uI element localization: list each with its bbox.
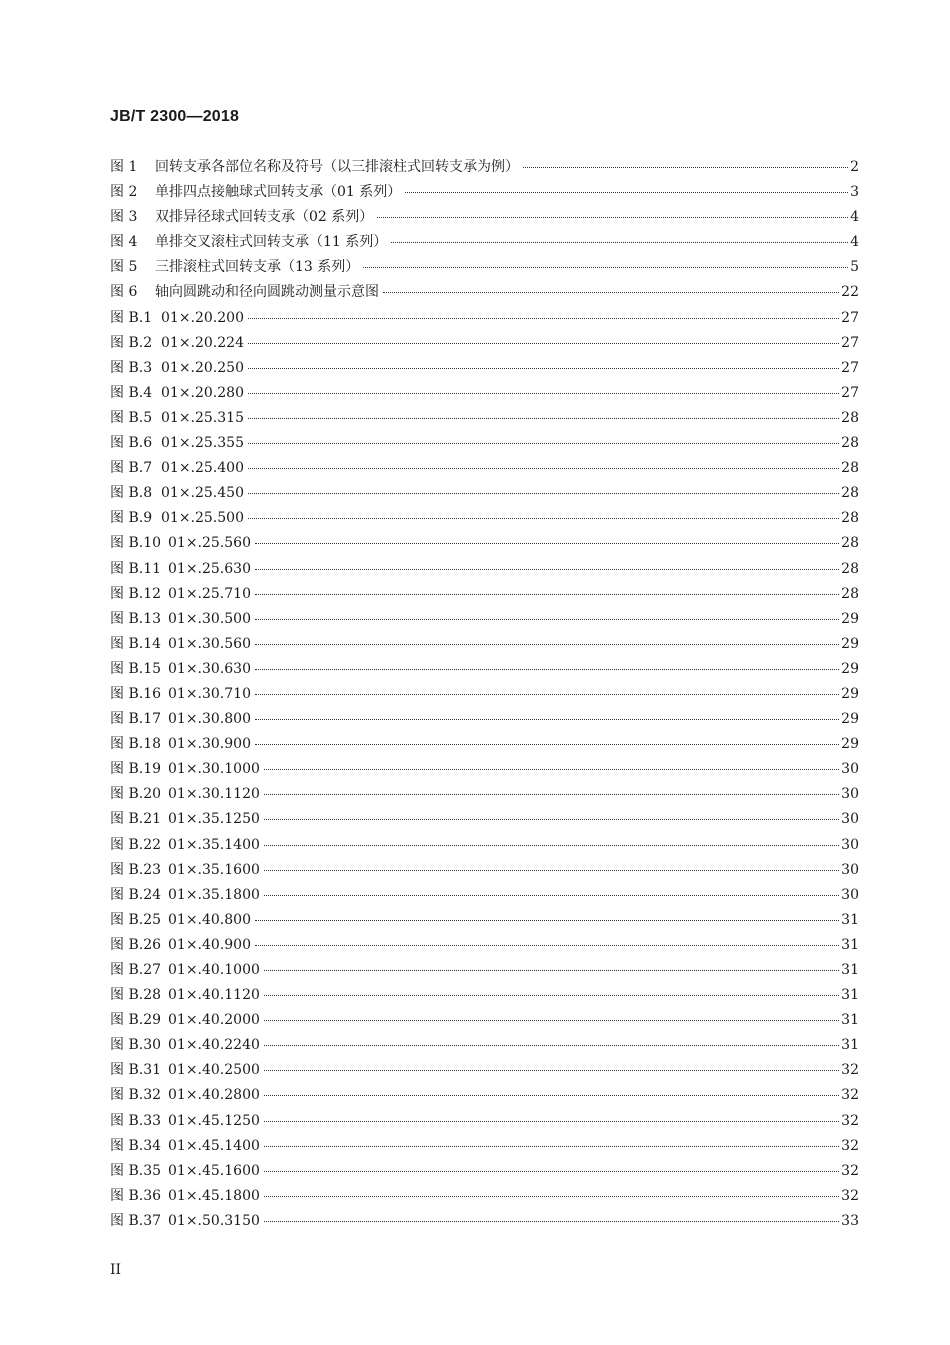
toc-entry-title: 01×.40.900 <box>168 936 251 953</box>
toc-entry-number: 图 B.27 <box>110 962 162 978</box>
toc-entry[interactable] <box>110 230 859 255</box>
toc-entry-number: 图 B.12 <box>110 585 162 602</box>
toc-entry-number: 图 B.23 <box>110 861 162 878</box>
dot-leader <box>248 443 839 444</box>
toc-entry-page: 28 <box>841 560 859 577</box>
toc-entry-page: 28 <box>841 535 859 552</box>
dot-leader <box>377 217 848 218</box>
toc-entry-number: 图 B.35 <box>110 1162 162 1179</box>
toc-entry[interactable] <box>110 732 859 757</box>
toc-entry-page: 28 <box>841 510 859 527</box>
toc-entry-title: 01×.30.800 <box>168 711 251 728</box>
toc-entry-number: 图 B.37 <box>110 1212 162 1229</box>
dot-leader <box>255 945 839 946</box>
toc-entry-title: 01×.30.900 <box>168 736 251 753</box>
toc-entry-number: 图 B.1 <box>110 309 153 326</box>
toc-entry-number: 图 B.13 <box>110 610 162 627</box>
dot-leader <box>383 292 839 293</box>
toc-entry-page: 5 <box>850 259 859 276</box>
toc-entry-number: 图 B.2 <box>110 334 153 351</box>
toc-entry[interactable] <box>110 406 859 431</box>
toc-entry[interactable] <box>110 983 859 1008</box>
toc-entry-number: 图 B.22 <box>110 836 162 853</box>
toc-entry-number: 图 B.18 <box>110 736 162 753</box>
dot-leader <box>264 1045 839 1046</box>
toc-entry-number: 图 B.8 <box>110 485 153 502</box>
toc-entry-number: 图 B.11 <box>110 560 162 577</box>
toc-entry[interactable] <box>110 1083 859 1108</box>
dot-leader <box>248 393 839 394</box>
toc-entry-title: 01×.40.2000 <box>168 1012 260 1029</box>
toc-entry-number: 图 B.30 <box>110 1037 162 1054</box>
toc-entry-title: 01×.30.1120 <box>168 786 260 803</box>
toc-entry-title: 01×.30.710 <box>168 685 251 702</box>
toc-entry[interactable] <box>110 682 859 707</box>
toc-entry-number: 图 5 <box>110 259 138 276</box>
toc-entry-title: 01×.25.355 <box>161 435 244 452</box>
toc-entry-number: 图 B.29 <box>110 1012 162 1029</box>
toc-entry-page: 31 <box>841 987 859 1004</box>
toc-entry[interactable] <box>110 381 859 406</box>
dot-leader <box>248 468 839 469</box>
figure-list <box>110 155 859 1234</box>
toc-entry-title: 01×.25.450 <box>161 485 244 502</box>
dot-leader <box>248 518 839 519</box>
dot-leader <box>391 242 848 243</box>
toc-entry[interactable] <box>110 481 859 506</box>
toc-entry-title: 01×.35.1400 <box>168 836 260 853</box>
toc-entry[interactable] <box>110 506 859 531</box>
toc-entry[interactable] <box>110 1058 859 1083</box>
toc-entry[interactable] <box>110 1184 859 1209</box>
toc-entry[interactable] <box>110 1134 859 1159</box>
toc-entry-title: 01×.40.1000 <box>168 962 260 978</box>
toc-entry[interactable] <box>110 933 859 958</box>
toc-entry-number: 图 B.15 <box>110 660 162 677</box>
toc-entry-page: 27 <box>841 334 859 351</box>
toc-entry[interactable] <box>110 657 859 682</box>
toc-entry[interactable] <box>110 582 859 607</box>
toc-entry-number: 图 B.26 <box>110 936 162 953</box>
toc-entry[interactable] <box>110 331 859 356</box>
dot-leader <box>264 1221 839 1222</box>
dot-leader <box>264 819 839 820</box>
toc-entry-page: 31 <box>841 1012 859 1029</box>
toc-entry[interactable] <box>110 557 859 582</box>
toc-entry[interactable] <box>110 632 859 657</box>
toc-entry-title: 01×.25.710 <box>168 585 251 602</box>
toc-entry[interactable] <box>110 883 859 908</box>
toc-entry-page: 29 <box>841 736 859 753</box>
toc-entry-title: 01×.30.1000 <box>168 761 260 778</box>
toc-entry-page: 29 <box>841 610 859 627</box>
toc-entry-page: 31 <box>841 936 859 953</box>
toc-entry-page: 28 <box>841 435 859 452</box>
toc-entry[interactable] <box>110 531 859 556</box>
dot-leader <box>248 368 839 369</box>
toc-entry-page: 30 <box>841 811 859 828</box>
toc-entry-page: 31 <box>841 962 859 978</box>
toc-entry-title: 回转支承各部位名称及符号（以三排滚柱式回转支承为例） <box>155 159 519 175</box>
toc-entry-number: 图 B.17 <box>110 711 162 728</box>
dot-leader <box>255 619 839 620</box>
toc-entry-number: 图 B.7 <box>110 460 153 477</box>
toc-entry-page: 28 <box>841 485 859 502</box>
toc-entry-title: 轴向圆跳动和径向圆跳动测量示意图 <box>155 284 379 301</box>
toc-entry-title: 01×.35.1250 <box>168 811 260 828</box>
dot-leader <box>255 694 839 695</box>
dot-leader <box>264 970 839 971</box>
toc-entry-page: 32 <box>841 1087 859 1104</box>
toc-entry-page: 27 <box>841 309 859 326</box>
dot-leader <box>255 569 839 570</box>
toc-entry[interactable] <box>110 431 859 456</box>
document-number: JB/T 2300—2018 <box>110 108 240 125</box>
toc-entry-page: 30 <box>841 786 859 803</box>
toc-entry-page: 33 <box>841 1212 859 1229</box>
dot-leader <box>248 418 839 419</box>
toc-entry[interactable] <box>110 1008 859 1033</box>
toc-entry[interactable] <box>110 1033 859 1058</box>
toc-entry[interactable] <box>110 782 859 807</box>
toc-entry[interactable] <box>110 255 859 280</box>
toc-entry-title: 01×.35.1600 <box>168 861 260 878</box>
toc-entry-page: 30 <box>841 886 859 903</box>
toc-entry-title: 01×.25.560 <box>168 535 251 552</box>
toc-entry-title: 01×.25.315 <box>161 409 244 426</box>
toc-entry[interactable] <box>110 958 859 983</box>
toc-entry-title: 单排交叉滚柱式回转支承（11 系列） <box>155 234 388 251</box>
toc-entry[interactable] <box>110 456 859 481</box>
dot-leader <box>264 895 839 896</box>
toc-entry-page: 28 <box>841 460 859 477</box>
dot-leader <box>255 594 839 595</box>
dot-leader <box>264 995 839 996</box>
dot-leader <box>523 167 848 168</box>
dot-leader <box>248 343 839 344</box>
toc-entry-number: 图 B.9 <box>110 510 153 527</box>
toc-entry-number: 图 2 <box>110 184 138 201</box>
toc-entry-page: 32 <box>841 1187 859 1204</box>
toc-entry-title: 01×.25.630 <box>168 560 251 577</box>
toc-entry-page: 27 <box>841 359 859 376</box>
toc-entry-title: 01×.25.500 <box>161 510 244 527</box>
toc-entry-page: 30 <box>841 761 859 778</box>
dot-leader <box>264 1020 839 1021</box>
toc-entry-number: 图 B.31 <box>110 1062 162 1079</box>
toc-entry-title: 01×.25.400 <box>161 460 244 477</box>
toc-entry[interactable] <box>110 306 859 331</box>
toc-entry[interactable] <box>110 707 859 732</box>
toc-entry[interactable] <box>110 1209 859 1234</box>
toc-entry-page: 29 <box>841 711 859 728</box>
toc-entry-title: 双排异径球式回转支承（02 系列） <box>155 209 374 226</box>
toc-entry-title: 01×.30.630 <box>168 660 251 677</box>
toc-entry[interactable] <box>110 155 859 180</box>
toc-entry-page: 28 <box>841 409 859 426</box>
toc-entry-title: 01×.40.2500 <box>168 1062 260 1079</box>
toc-entry-page: 29 <box>841 635 859 652</box>
dot-leader <box>264 1171 839 1172</box>
toc-entry[interactable] <box>110 1159 859 1184</box>
toc-entry-page: 29 <box>841 660 859 677</box>
toc-entry-title: 01×.50.3150 <box>168 1212 260 1229</box>
toc-entry-number: 图 4 <box>110 234 138 251</box>
toc-entry-number: 图 3 <box>110 209 138 226</box>
toc-entry[interactable] <box>110 280 859 305</box>
toc-entry-page: 32 <box>841 1162 859 1179</box>
dot-leader <box>255 669 839 670</box>
toc-entry-number: 图 B.10 <box>110 535 162 552</box>
toc-entry-title: 01×.45.1800 <box>168 1187 260 1204</box>
toc-entry-page: 27 <box>841 384 859 401</box>
dot-leader <box>255 920 839 921</box>
toc-entry-page: 31 <box>841 911 859 928</box>
dot-leader <box>264 769 839 770</box>
toc-entry-number: 图 B.25 <box>110 911 162 928</box>
dot-leader <box>264 1146 839 1147</box>
toc-entry-page: 32 <box>841 1062 859 1079</box>
toc-entry-page: 22 <box>841 284 859 301</box>
toc-entry-title: 01×.40.1120 <box>168 987 260 1004</box>
toc-entry-number: 图 B.36 <box>110 1187 162 1204</box>
toc-entry-number: 图 B.21 <box>110 811 162 828</box>
dot-leader <box>255 719 839 720</box>
toc-entry-number: 图 B.32 <box>110 1087 162 1104</box>
toc-entry[interactable] <box>110 356 859 381</box>
toc-entry-page: 4 <box>850 209 859 226</box>
dot-leader <box>248 493 839 494</box>
toc-entry-page: 32 <box>841 1112 859 1129</box>
toc-entry-title: 01×.40.800 <box>168 911 251 928</box>
toc-entry-number: 图 B.28 <box>110 987 162 1004</box>
toc-entry-number: 图 B.6 <box>110 435 153 452</box>
toc-entry-title: 单排四点接触球式回转支承（01 系列） <box>155 184 402 201</box>
toc-entry[interactable] <box>110 607 859 632</box>
toc-entry-number: 图 B.33 <box>110 1112 162 1129</box>
toc-entry-number: 图 B.14 <box>110 635 162 652</box>
dot-leader <box>264 870 839 871</box>
toc-entry-title: 01×.35.1800 <box>168 886 260 903</box>
toc-entry-page: 30 <box>841 836 859 853</box>
toc-entry-title: 01×.30.560 <box>168 635 251 652</box>
toc-entry-page: 28 <box>841 585 859 602</box>
dot-leader <box>255 644 839 645</box>
toc-entry-number: 图 B.20 <box>110 786 162 803</box>
dot-leader <box>264 1196 839 1197</box>
dot-leader <box>255 744 839 745</box>
toc-entry-number: 图 B.19 <box>110 761 162 778</box>
toc-entry-number: 图 B.16 <box>110 685 162 702</box>
toc-entry-page: 3 <box>850 184 859 201</box>
toc-entry[interactable] <box>110 757 859 782</box>
toc-entry-number: 图 B.3 <box>110 359 153 376</box>
toc-entry-number: 图 B.4 <box>110 384 153 401</box>
toc-entry-number: 图 B.24 <box>110 886 162 903</box>
toc-entry-title: 01×.30.500 <box>168 610 251 627</box>
dot-leader <box>264 1095 839 1096</box>
dot-leader <box>264 1121 839 1122</box>
toc-entry-page: 29 <box>841 685 859 702</box>
toc-entry[interactable] <box>110 908 859 933</box>
toc-entry-number: 图 B.34 <box>110 1137 162 1154</box>
toc-entry[interactable] <box>110 180 859 205</box>
dot-leader <box>264 794 839 795</box>
toc-entry-number: 图 B.5 <box>110 409 153 426</box>
toc-entry-title: 01×.20.250 <box>161 359 244 376</box>
toc-entry[interactable] <box>110 1109 859 1134</box>
toc-entry[interactable] <box>110 833 859 858</box>
toc-entry-page: 31 <box>841 1037 859 1054</box>
toc-entry-number: 图 1 <box>110 159 138 175</box>
toc-entry-page: 30 <box>841 861 859 878</box>
dot-leader <box>248 318 839 319</box>
dot-leader <box>405 192 848 193</box>
toc-entry-title: 01×.20.224 <box>161 334 244 351</box>
toc-entry-title: 01×.20.200 <box>161 309 244 326</box>
toc-entry[interactable] <box>110 807 859 832</box>
toc-entry-title: 三排滚柱式回转支承（13 系列） <box>155 259 360 276</box>
dot-leader <box>255 543 839 544</box>
toc-entry-title: 01×.20.280 <box>161 384 244 401</box>
toc-entry-title: 01×.40.2800 <box>168 1087 260 1104</box>
dot-leader <box>363 267 848 268</box>
page-number: II <box>110 1262 122 1278</box>
dot-leader <box>264 1070 839 1071</box>
toc-entry-title: 01×.45.1600 <box>168 1162 260 1179</box>
dot-leader <box>264 845 839 846</box>
toc-entry-page: 32 <box>841 1137 859 1154</box>
toc-entry-title: 01×.45.1250 <box>168 1112 260 1129</box>
toc-entry-number: 图 6 <box>110 284 138 301</box>
toc-entry-page: 4 <box>850 234 859 251</box>
toc-entry[interactable] <box>110 858 859 883</box>
toc-entry-title: 01×.45.1400 <box>168 1137 260 1154</box>
toc-entry-title: 01×.40.2240 <box>168 1037 260 1054</box>
toc-entry-page: 2 <box>850 159 859 175</box>
toc-entry[interactable] <box>110 205 859 230</box>
